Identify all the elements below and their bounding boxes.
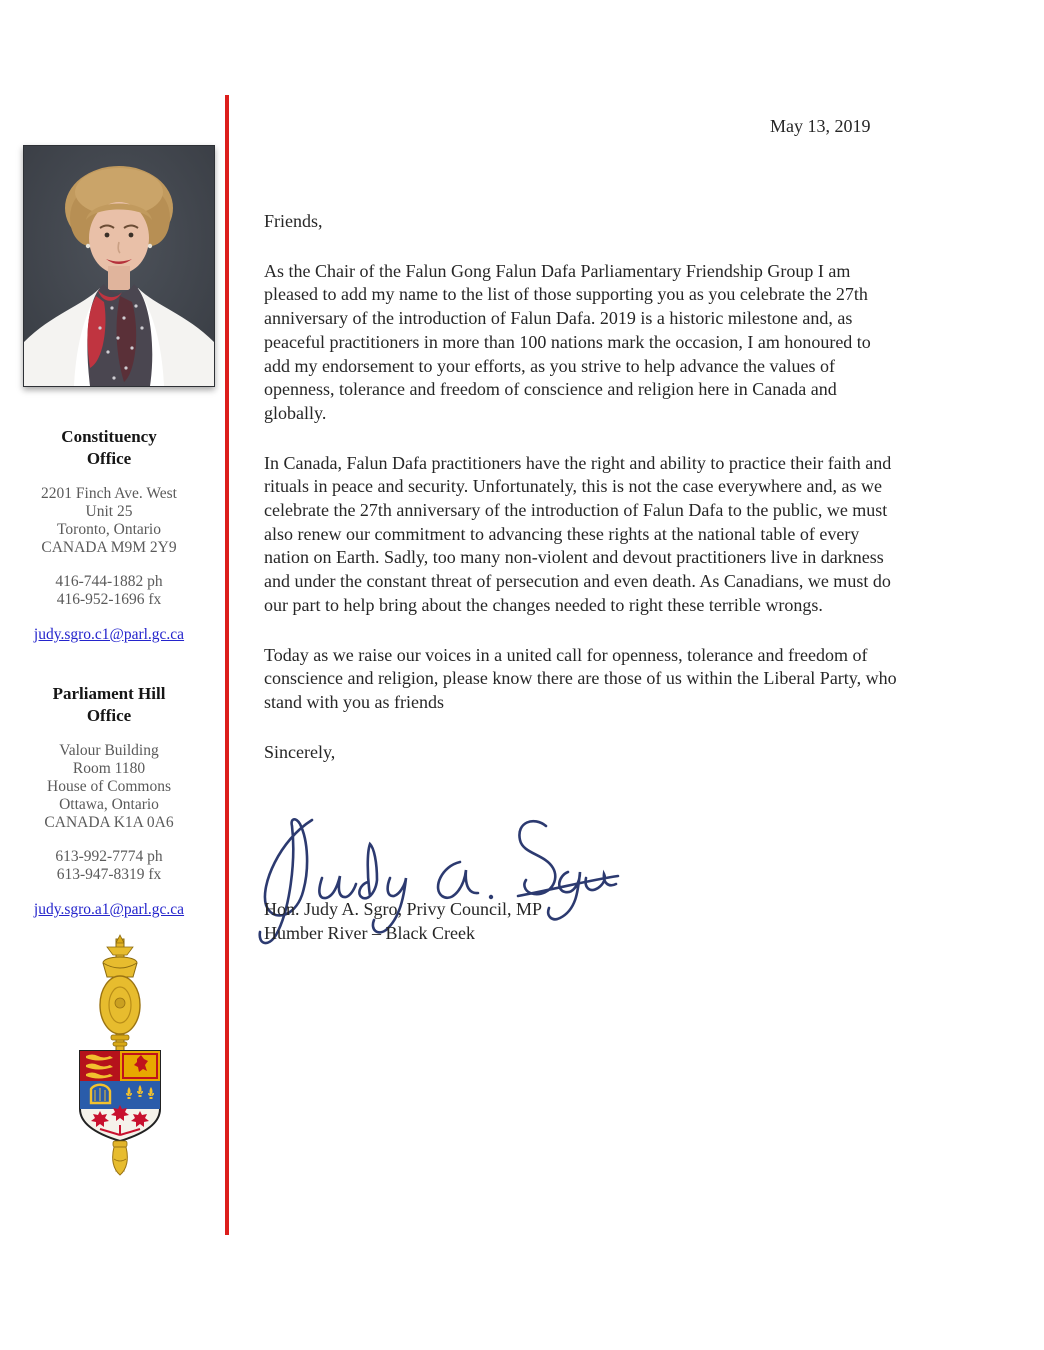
address-line: House of Commons xyxy=(47,778,171,795)
address-line: Unit 25 xyxy=(85,503,133,520)
paragraph: Today as we raise our voices in a united call for openness, tolerance and freedom of conscience and religion, please know there are those of us within the Liberal Party, who stand with you as friends xyxy=(264,644,897,712)
address-line: Toronto, Ontario xyxy=(57,521,161,538)
parliament-office-address xyxy=(8,742,210,832)
address-line: Room 1180 xyxy=(72,760,146,777)
signer-name-line: Hon. Judy A. Sgro, Privy Council, MP xyxy=(264,899,543,919)
phone-line: 416-744-1882 ph xyxy=(55,573,163,590)
address-line: Ottawa, Ontario xyxy=(59,796,159,813)
phone-line: 613-992-7774 ph xyxy=(55,848,163,865)
house-of-commons-crest-icon xyxy=(55,933,185,1181)
constituency-office-block xyxy=(8,426,210,644)
red-divider-line xyxy=(225,95,229,1235)
constituency-office-title: Constituency Office xyxy=(61,427,157,468)
constituency-office-phones xyxy=(8,573,210,609)
letter-body xyxy=(264,0,904,1350)
parliament-office-title: Parliament Hill Office xyxy=(52,684,166,725)
paragraph: As the Chair of the Falun Gong Falun Dafa Parliamentary Friendship Group I am pleased to add my name to the list of those supporting you as you celebrate the 27th anniversary of the introduction of Falun Dafa. 2019 is a historic milestone and, as peaceful practitioners in more than 100 nations mark the occasion, I am honoured to add my endorsement to your efforts, as you strive to help advance the values of openness, tolerance and freedom of conscience and religion here in Canada and globally. xyxy=(264,260,871,423)
closing: Sincerely, xyxy=(264,741,336,762)
parliament-email-link[interactable]: judy.sgro.a1@parl.gc.ca xyxy=(33,901,185,918)
parliament-office-block xyxy=(8,683,210,919)
signer-riding-line: Humber River – Black Creek xyxy=(264,923,475,943)
paragraph: In Canada, Falun Dafa practitioners have the right and ability to practice their faith and rituals in peace and security. Unfortunately, this is not the case everywhere and, as we celebrate the 27th anniversary of the introduction of Falun Dafa to the public, we must also renew our commitment to advancing these rights at the national table of every nation on Earth. Sadly, too many non-violent and devout practitioners live in darkness and under the constant threat of persecution and even death. As Canadians, we must do our part to help bring about the changes needed to right these terrible wrongs. xyxy=(264,452,892,615)
address-line: CANADA M9M 2Y9 xyxy=(41,539,177,556)
mp-portrait-icon xyxy=(24,146,214,386)
constituency-email-link[interactable]: judy.sgro.c1@parl.gc.ca xyxy=(33,626,185,643)
greeting: Friends, xyxy=(264,211,323,231)
constituency-office-address xyxy=(8,485,210,557)
signer-block xyxy=(264,897,542,945)
address-line: Valour Building xyxy=(59,742,159,759)
address-line: CANADA K1A 0A6 xyxy=(44,814,174,831)
letter-date: May 13, 2019 xyxy=(770,116,871,136)
fax-line: 416-952-1696 fx xyxy=(56,591,162,608)
portrait-photo-icon xyxy=(23,145,215,387)
letter-text xyxy=(264,210,898,790)
parliament-office-phones xyxy=(8,848,210,884)
address-line: 2201 Finch Ave. West xyxy=(41,485,177,502)
fax-line: 613-947-8319 fx xyxy=(56,866,162,883)
